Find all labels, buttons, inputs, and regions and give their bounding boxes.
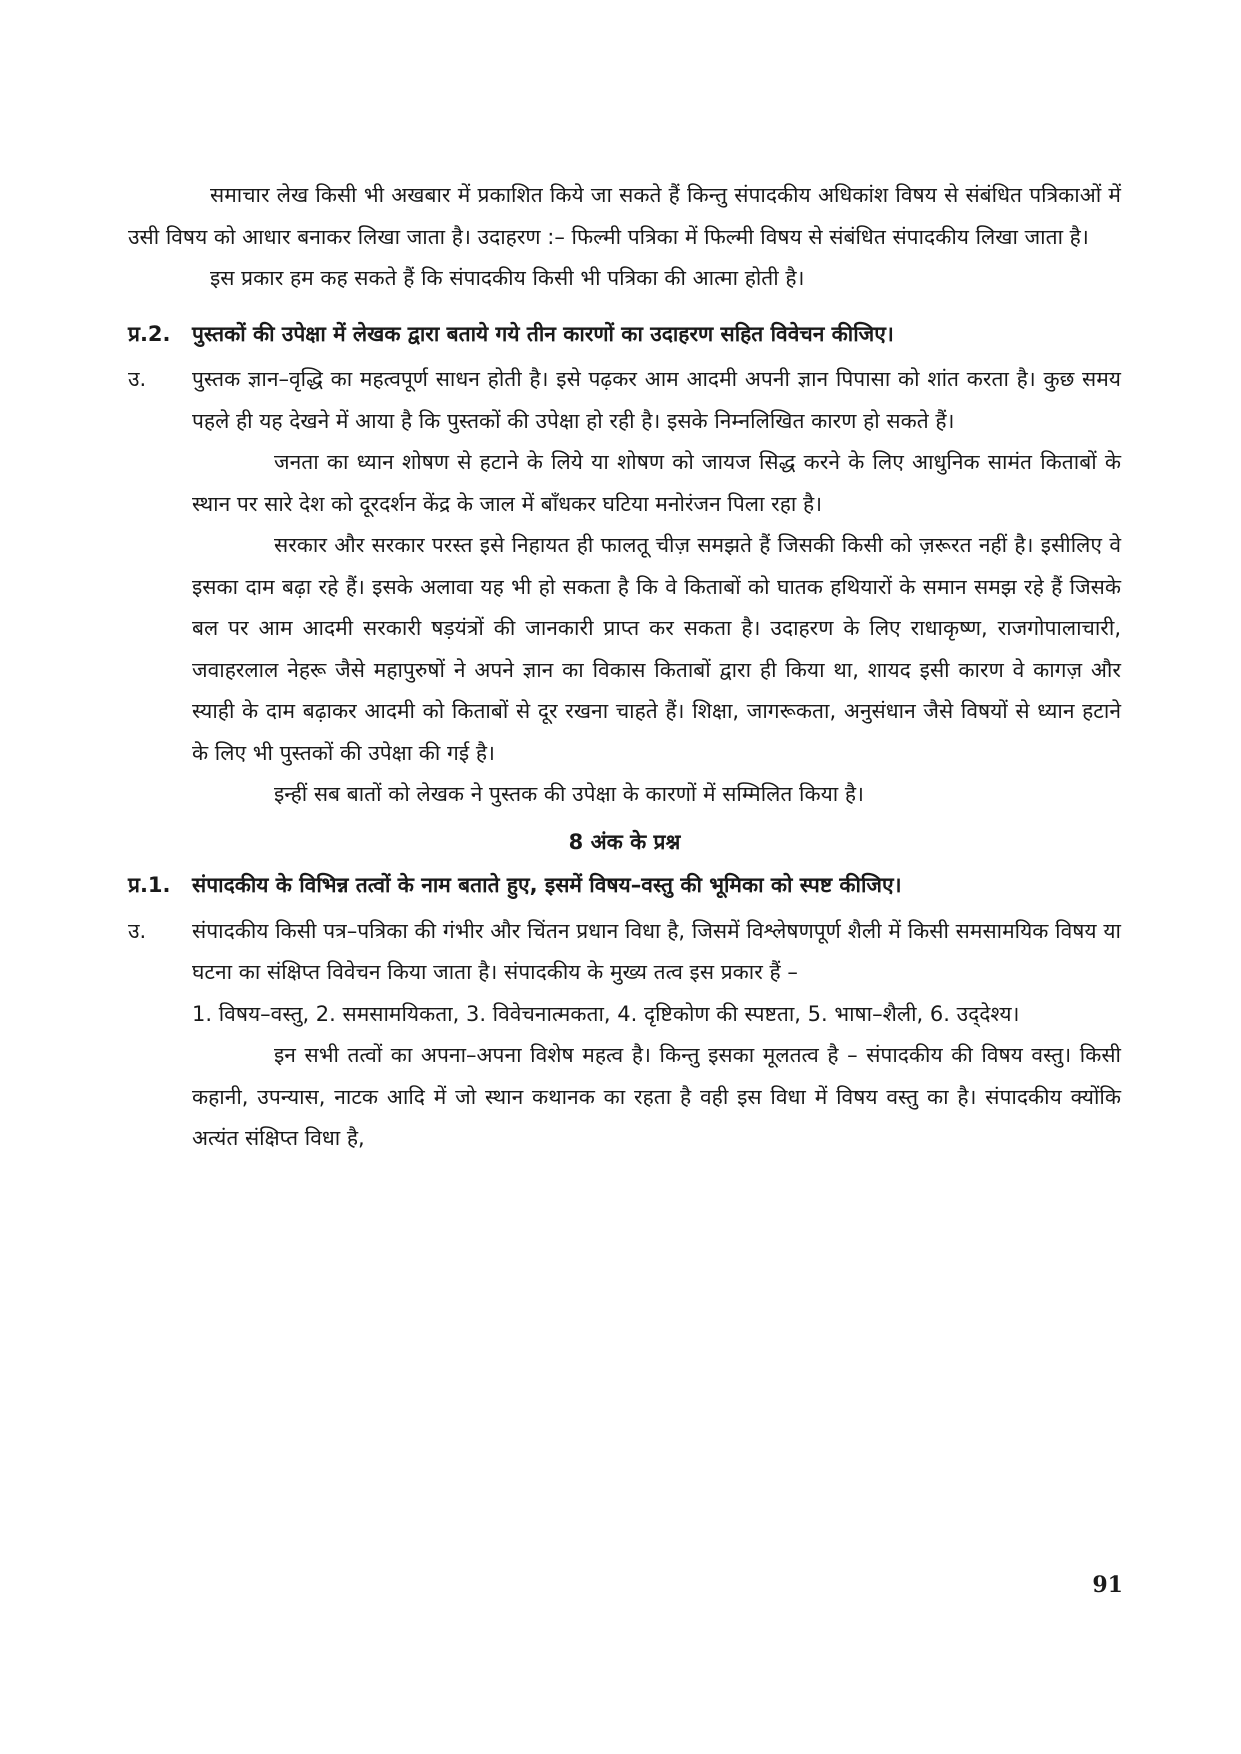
page-number: 91 xyxy=(1092,1572,1123,1598)
answer-2-paragraph-4: इन्हीं सब बातों को लेखक ने पुस्तक की उपेक्षा के कारणों में सम्मिलित किया है। xyxy=(274,782,864,806)
intro-paragraph-1: समाचार लेख किसी भी अखबार में प्रकाशित किये जा सकते हैं किन्तु संपादकीय अधिकांश विषय से संबंधित पत्रिकाओं में उसी विषय को आधार बनाकर लिखा जाता है। उदाहरण :– फिल्मी पत्रिका में फिल्मी विषय से संबंधित संपादकीय लिखा जाता है। xyxy=(128,183,1121,249)
answer-1-label: उ. xyxy=(128,918,147,943)
question-1 xyxy=(128,865,1121,907)
question-1-number: प्र.1. xyxy=(128,873,171,897)
answer-2-paragraph-3: सरकार और सरकार परस्त इसे निहायत ही फालतू चीज़ समझते हैं जिसकी किसी को ज़रूरत नहीं है। इसीलिए वे इसका दाम बढ़ा रहे हैं। इसके अलावा यह भी हो सकता है कि वे किताबों को घातक हथियारों के समान समझ रहे हैं जिसके बल पर आम आदमी सरकारी षड़यंत्रों की जानकारी प्राप्त कर सकता है। उदाहरण के लिए राधाकृष्ण, राजगोपालाचारी, जवाहरलाल नेहरू जैसे महापुरुषों ने अपने ज्ञान का विकास किताबों द्वारा ही किया था, शायद इसी कारण वे कागज़ और स्याही के दाम बढ़ाकर आदमी को किताबों से दूर रखना चाहते हैं। शिक्षा, जागरूकता, अनुसंधान जैसे विषयों से ध्यान हटाने के लिए भी पुस्तकों की उपेक्षा की गई है। xyxy=(192,533,1121,765)
answer-2-paragraph-1: पुस्तक ज्ञान–वृद्धि का महत्वपूर्ण साधन होती है। इसे पढ़कर आम आदमी अपनी ज्ञान पिपासा को शांत करता है। कुछ समय पहले ही यह देखने में आया है कि पुस्तकों की उपेक्षा हो रही है। इसके निम्नलिखित कारण हो सकते हैं। xyxy=(192,367,1121,433)
answer-1-paragraph-1: संपादकीय किसी पत्र–पत्रिका की गंभीर और चिंतन प्रधान विधा है, जिसमें विश्लेषणपूर्ण शैली में किसी समसामयिक विषय या घटना का संक्षिप्त विवेचन किया जाता है। संपादकीय के मुख्य तत्व इस प्रकार हैं – xyxy=(192,918,1121,984)
question-1-text: संपादकीय के विभिन्न तत्वों के नाम बताते हुए, इसमें विषय–वस्तु की भूमिका को स्पष्ट कीजिए। xyxy=(192,873,902,897)
question-2-text: पुस्तकों की उपेक्षा में लेखक द्वारा बताये गये तीन कारणों का उदाहरण सहित विवेचन कीजिए। xyxy=(192,321,894,346)
intro-paragraph-2: इस प्रकार हम कह सकते हैं कि संपादकीय किसी भी पत्रिका की आत्मा होती है। xyxy=(210,266,805,290)
answer-2 xyxy=(128,359,1121,442)
answer-1 xyxy=(128,911,1121,994)
answer-2-paragraph-2: जनता का ध्यान शोषण से हटाने के लिये या शोषण को जायज सिद्ध करने के लिए आधुनिक सामंत किताबों के स्थान पर सारे देश को दूरदर्शन केंद्र के जाल में बाँधकर घटिया मनोरंजन पिला रहा है। xyxy=(192,450,1121,516)
answer-1-element-list: 1. विषय–वस्तु, 2. समसामयिकता, 3. विवेचनात्मकता, 4. दृष्टिकोण की स्पष्टता, 5. भाषा–शैली, 6. उद्‌देश्य। xyxy=(192,1001,1020,1026)
answer-2-label: उ. xyxy=(128,367,147,391)
question-2 xyxy=(128,314,1121,356)
question-2-number: प्र.2. xyxy=(128,321,171,346)
section-heading: 8 अंक के प्रश्न xyxy=(568,829,681,854)
answer-1-paragraph-3: इन सभी तत्वों का अपना–अपना विशेष महत्व है। किन्तु इसका मूलतत्व है – संपादकीय की विषय वस्तु। किसी कहानी, उपन्यास, नाटक आदि में जो स्थान कथानक का रहता है वही इस विधा में विषय वस्तु का है। संपादकीय क्योंकि अत्यंत संक्षिप्त विधा है, xyxy=(192,1043,1121,1150)
